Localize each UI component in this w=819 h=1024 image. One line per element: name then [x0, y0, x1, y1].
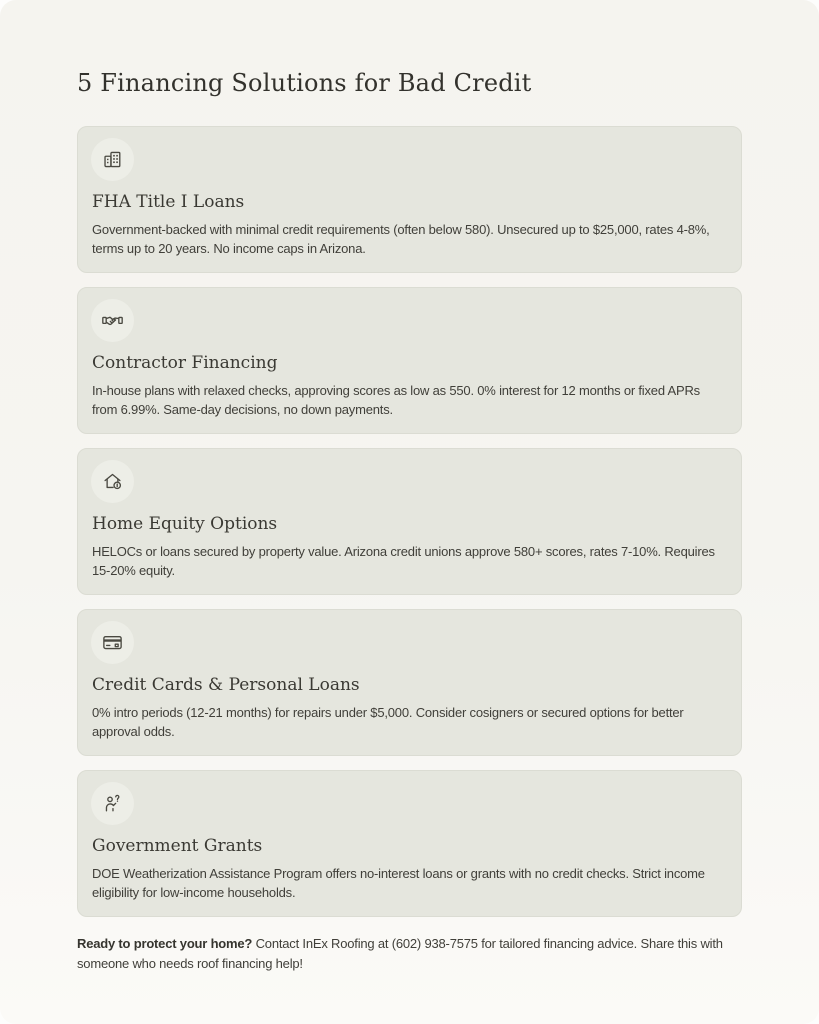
card-heading: FHA Title I Loans — [92, 192, 245, 212]
card-credit-cards-personal-loans — [77, 609, 742, 756]
card-body: Government-backed with minimal credit requirements (often below 580). Unsecured up to $25,000, rates 4-8%, terms up to 20 years. No income caps in Arizona. — [92, 222, 710, 256]
card-heading: Credit Cards & Personal Loans — [92, 675, 360, 695]
page-title: 5 Financing Solutions for Bad Credit — [77, 69, 532, 97]
buildings-icon — [91, 138, 134, 181]
card-government-grants — [77, 770, 742, 917]
cta-question: Ready to protect your home? — [77, 936, 253, 951]
card-heading: Home Equity Options — [92, 514, 278, 534]
card-body: DOE Weatherization Assistance Program offers no-interest loans or grants with no credit checks. Strict income eligibility for low-income households. — [92, 866, 705, 900]
footer-cta — [77, 934, 727, 973]
card-body: 0% intro periods (12-21 months) for repairs under $5,000. Consider cosigners or secured options for better approval odds. — [92, 705, 684, 739]
card-body: In-house plans with relaxed checks, approving scores as low as 550. 0% interest for 12 months or fixed APRs from 6.99%. Same-day decisions, no down payments. — [92, 383, 700, 417]
cta-text: Contact InEx Roofing at (602) 938-7575 for tailored financing advice. Share this with someone who needs roof financing help! — [77, 936, 723, 971]
card-contractor-financing — [77, 287, 742, 434]
card-fha-title-i-loans — [77, 126, 742, 273]
person-question-icon — [91, 782, 134, 825]
card-body: HELOCs or loans secured by property value. Arizona credit unions approve 580+ scores, rates 7-10%. Requires 15-20% equity. — [92, 544, 715, 578]
financing-options-list — [77, 126, 742, 917]
card-home-equity-options — [77, 448, 742, 595]
house-coin-icon — [91, 460, 134, 503]
handshake-icon — [91, 299, 134, 342]
card-heading: Government Grants — [92, 836, 263, 856]
credit-card-icon — [91, 621, 134, 664]
card-heading: Contractor Financing — [92, 353, 278, 373]
